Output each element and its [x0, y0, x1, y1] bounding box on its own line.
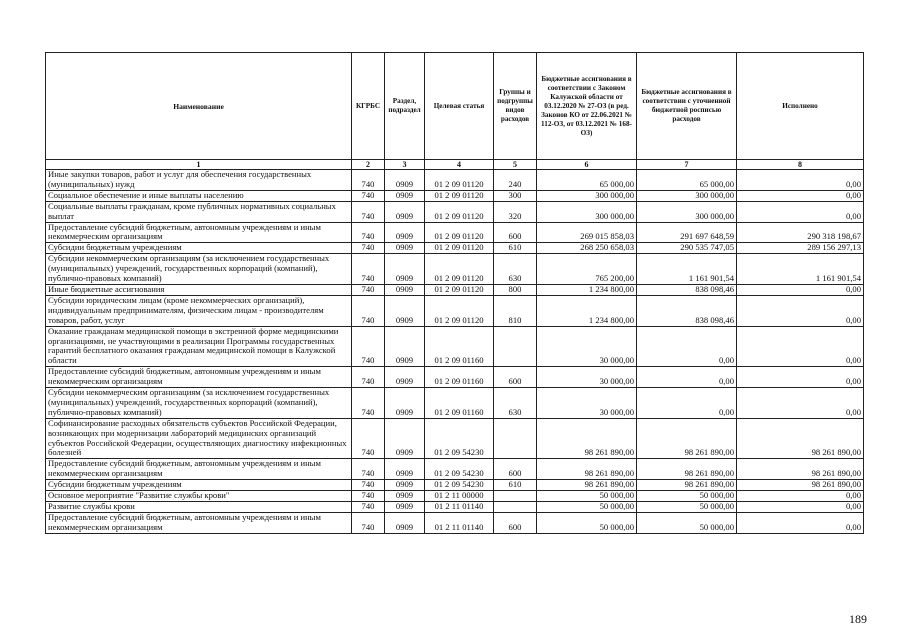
row-budget-law-cell: 98 261 890,00	[537, 418, 637, 459]
row-kgrbs-cell: 740	[352, 418, 385, 459]
header-budget-refined: Бюджетные ассигнования в соответствии с уточненной бюджетной росписью расходов	[637, 53, 737, 160]
row-budget-refined-cell: 0,00	[637, 326, 737, 367]
column-number: 2	[352, 160, 385, 170]
row-section-cell: 0909	[385, 491, 425, 502]
row-budget-law-cell: 50 000,00	[537, 491, 637, 502]
budget-execution-table	[45, 52, 864, 534]
table-row	[46, 367, 864, 388]
column-number: 6	[537, 160, 637, 170]
row-kgrbs-cell: 740	[352, 201, 385, 222]
row-budget-refined-cell: 0,00	[637, 388, 737, 419]
table-row	[46, 418, 864, 459]
row-target-cell: 01 2 11 01140	[425, 512, 494, 533]
row-name-cell: Иные бюджетные ассигнования	[46, 284, 352, 295]
table-row	[46, 170, 864, 191]
row-group-cell	[494, 418, 537, 459]
column-number: 4	[425, 160, 494, 170]
row-budget-refined-cell: 50 000,00	[637, 502, 737, 513]
row-name-cell: Основное мероприятие "Развитие службы крови"	[46, 491, 352, 502]
row-budget-refined-cell: 291 697 648,59	[637, 222, 737, 243]
row-kgrbs-cell: 740	[352, 295, 385, 326]
column-number: 3	[385, 160, 425, 170]
table-body	[46, 170, 864, 534]
row-target-cell: 01 2 09 01120	[425, 284, 494, 295]
row-name-cell: Субсидии некоммерческим организациям (за исключением государственных (муниципальных) учреждений, государственных корпораций (компаний), публично-правовых компаний)	[46, 388, 352, 419]
row-name-cell: Предоставление субсидий бюджетным, автономным учреждениям и иным некоммерческим организациям	[46, 512, 352, 533]
row-budget-refined-cell: 65 000,00	[637, 170, 737, 191]
table-row	[46, 190, 864, 201]
row-group-cell	[494, 326, 537, 367]
row-group-cell: 630	[494, 254, 537, 285]
row-budget-law-cell: 30 000,00	[537, 326, 637, 367]
row-target-cell: 01 2 09 01120	[425, 190, 494, 201]
row-group-cell: 810	[494, 295, 537, 326]
row-group-cell: 630	[494, 388, 537, 419]
row-budget-law-cell: 50 000,00	[537, 502, 637, 513]
row-section-cell: 0909	[385, 388, 425, 419]
row-budget-law-cell: 1 234 800,00	[537, 295, 637, 326]
row-kgrbs-cell: 740	[352, 170, 385, 191]
column-number: 7	[637, 160, 737, 170]
row-executed-cell: 0,00	[737, 326, 864, 367]
row-section-cell: 0909	[385, 190, 425, 201]
row-executed-cell: 0,00	[737, 284, 864, 295]
row-budget-refined-cell: 50 000,00	[637, 512, 737, 533]
row-target-cell: 01 2 11 01140	[425, 502, 494, 513]
row-executed-cell: 0,00	[737, 170, 864, 191]
row-group-cell: 600	[494, 459, 537, 480]
header-executed: Исполнено	[737, 53, 864, 160]
page-number: 189	[849, 612, 867, 626]
row-group-cell: 240	[494, 170, 537, 191]
row-budget-law-cell: 1 234 800,00	[537, 284, 637, 295]
row-section-cell: 0909	[385, 222, 425, 243]
row-kgrbs-cell: 740	[352, 367, 385, 388]
row-section-cell: 0909	[385, 170, 425, 191]
table-row	[46, 480, 864, 491]
row-section-cell: 0909	[385, 502, 425, 513]
row-budget-law-cell: 50 000,00	[537, 512, 637, 533]
row-budget-law-cell: 269 015 858,03	[537, 222, 637, 243]
row-executed-cell: 1 161 901,54	[737, 254, 864, 285]
table-row	[46, 388, 864, 419]
row-target-cell: 01 2 11 00000	[425, 491, 494, 502]
row-budget-refined-cell: 838 098,46	[637, 295, 737, 326]
column-number-row	[46, 160, 864, 170]
row-executed-cell: 289 156 297,13	[737, 243, 864, 254]
row-executed-cell: 0,00	[737, 491, 864, 502]
row-target-cell: 01 2 09 01120	[425, 295, 494, 326]
row-target-cell: 01 2 09 01120	[425, 243, 494, 254]
table-row	[46, 295, 864, 326]
header-section: Раздел, подраздел	[385, 53, 425, 160]
row-target-cell: 01 2 09 54230	[425, 459, 494, 480]
row-budget-refined-cell: 98 261 890,00	[637, 418, 737, 459]
row-group-cell: 610	[494, 243, 537, 254]
row-kgrbs-cell: 740	[352, 190, 385, 201]
row-budget-refined-cell: 838 098,46	[637, 284, 737, 295]
row-budget-law-cell: 300 000,00	[537, 190, 637, 201]
row-executed-cell: 0,00	[737, 512, 864, 533]
row-target-cell: 01 2 09 01120	[425, 254, 494, 285]
row-group-cell: 600	[494, 222, 537, 243]
row-budget-refined-cell: 50 000,00	[637, 491, 737, 502]
header-expense-groups: Группы и подгруппы видов расходов	[494, 53, 537, 160]
header-budget-law: Бюджетные ассигнования в соответствии с Законом Калужской области от 03.12.2020 № 27-ОЗ (в ред. Законов КО от 22.06.2021 № 112-ОЗ, от 03.12.2021 № 168-ОЗ)	[537, 53, 637, 160]
row-executed-cell: 0,00	[737, 190, 864, 201]
row-budget-refined-cell: 98 261 890,00	[637, 459, 737, 480]
budget-table-sheet	[45, 52, 863, 534]
row-kgrbs-cell: 740	[352, 326, 385, 367]
row-budget-law-cell: 300 000,00	[537, 201, 637, 222]
column-number: 1	[46, 160, 352, 170]
table-row	[46, 502, 864, 513]
row-executed-cell: 290 318 198,67	[737, 222, 864, 243]
row-name-cell: Предоставление субсидий бюджетным, автономным учреждениям и иным некоммерческим организациям	[46, 367, 352, 388]
row-kgrbs-cell: 740	[352, 388, 385, 419]
row-name-cell: Социальное обеспечение и иные выплаты населению	[46, 190, 352, 201]
row-name-cell: Предоставление субсидий бюджетным, автономным учреждениям и иным некоммерческим организациям	[46, 459, 352, 480]
row-section-cell: 0909	[385, 326, 425, 367]
row-budget-law-cell: 30 000,00	[537, 388, 637, 419]
row-target-cell: 01 2 09 01120	[425, 170, 494, 191]
column-number: 5	[494, 160, 537, 170]
header-kgrbs: КГРБС	[352, 53, 385, 160]
row-name-cell: Софинансирование расходных обязательств субъектов Российской Федерации, возникающих при модернизации лабораторий медицинских организаций субъектов Российской Федерации, осуществляющих диагностику инфекционных болезней	[46, 418, 352, 459]
row-executed-cell: 98 261 890,00	[737, 480, 864, 491]
row-executed-cell: 98 261 890,00	[737, 418, 864, 459]
row-executed-cell: 0,00	[737, 367, 864, 388]
row-budget-law-cell: 268 250 658,03	[537, 243, 637, 254]
row-group-cell: 600	[494, 367, 537, 388]
table-row	[46, 459, 864, 480]
row-budget-law-cell: 30 000,00	[537, 367, 637, 388]
row-name-cell: Социальные выплаты гражданам, кроме публичных нормативных социальных выплат	[46, 201, 352, 222]
row-budget-refined-cell: 300 000,00	[637, 201, 737, 222]
row-name-cell: Субсидии бюджетным учреждениям	[46, 480, 352, 491]
row-name-cell: Иные закупки товаров, работ и услуг для обеспечения государственных (муниципальных) нужд	[46, 170, 352, 191]
row-group-cell: 320	[494, 201, 537, 222]
row-group-cell: 300	[494, 190, 537, 201]
row-budget-refined-cell: 1 161 901,54	[637, 254, 737, 285]
row-group-cell	[494, 502, 537, 513]
row-target-cell: 01 2 09 01120	[425, 222, 494, 243]
row-section-cell: 0909	[385, 201, 425, 222]
row-budget-law-cell: 65 000,00	[537, 170, 637, 191]
row-name-cell: Субсидии некоммерческим организациям (за исключением государственных (муниципальных) учреждений, государственных корпораций (компаний), публично-правовых компаний)	[46, 254, 352, 285]
row-group-cell: 800	[494, 284, 537, 295]
row-group-cell: 610	[494, 480, 537, 491]
table-row	[46, 201, 864, 222]
row-kgrbs-cell: 740	[352, 243, 385, 254]
row-name-cell: Оказание гражданам медицинской помощи в экстренной форме медицинскими организациями, не участвующими в реализации Программы государственных гарантий бесплатного оказания гражданам медицинской помощи в Калужской области	[46, 326, 352, 367]
row-section-cell: 0909	[385, 254, 425, 285]
row-budget-refined-cell: 0,00	[637, 367, 737, 388]
row-target-cell: 01 2 09 54230	[425, 480, 494, 491]
row-group-cell: 600	[494, 512, 537, 533]
row-executed-cell: 0,00	[737, 201, 864, 222]
row-name-cell: Развитие службы крови	[46, 502, 352, 513]
row-executed-cell: 0,00	[737, 295, 864, 326]
row-kgrbs-cell: 740	[352, 222, 385, 243]
row-section-cell: 0909	[385, 480, 425, 491]
row-kgrbs-cell: 740	[352, 254, 385, 285]
row-group-cell	[494, 491, 537, 502]
row-section-cell: 0909	[385, 243, 425, 254]
row-section-cell: 0909	[385, 367, 425, 388]
table-row	[46, 326, 864, 367]
row-executed-cell: 98 261 890,00	[737, 459, 864, 480]
row-kgrbs-cell: 740	[352, 480, 385, 491]
row-target-cell: 01 2 09 54230	[425, 418, 494, 459]
row-budget-law-cell: 98 261 890,00	[537, 459, 637, 480]
row-name-cell: Предоставление субсидий бюджетным, автономным учреждениям и иным некоммерческим организациям	[46, 222, 352, 243]
row-kgrbs-cell: 740	[352, 459, 385, 480]
row-executed-cell: 0,00	[737, 388, 864, 419]
row-kgrbs-cell: 740	[352, 491, 385, 502]
table-header-row	[46, 53, 864, 160]
row-budget-law-cell: 765 200,00	[537, 254, 637, 285]
table-row	[46, 491, 864, 502]
row-kgrbs-cell: 740	[352, 512, 385, 533]
row-budget-refined-cell: 290 535 747,05	[637, 243, 737, 254]
row-target-cell: 01 2 09 01120	[425, 201, 494, 222]
header-target-article: Целевая статья	[425, 53, 494, 160]
row-section-cell: 0909	[385, 284, 425, 295]
row-name-cell: Субсидии юридическим лицам (кроме некоммерческих организаций), индивидуальным предпринимателям, физическим лицам - производителям товаров, работ, услуг	[46, 295, 352, 326]
table-row	[46, 222, 864, 243]
row-kgrbs-cell: 740	[352, 284, 385, 295]
row-section-cell: 0909	[385, 512, 425, 533]
row-kgrbs-cell: 740	[352, 502, 385, 513]
row-name-cell: Субсидии бюджетным учреждениям	[46, 243, 352, 254]
row-section-cell: 0909	[385, 295, 425, 326]
table-row	[46, 254, 864, 285]
table-row	[46, 284, 864, 295]
row-target-cell: 01 2 09 01160	[425, 326, 494, 367]
row-budget-law-cell: 98 261 890,00	[537, 480, 637, 491]
row-budget-refined-cell: 300 000,00	[637, 190, 737, 201]
table-row	[46, 243, 864, 254]
header-name: Наименование	[46, 53, 352, 160]
row-executed-cell: 0,00	[737, 502, 864, 513]
row-section-cell: 0909	[385, 459, 425, 480]
table-row	[46, 512, 864, 533]
row-budget-refined-cell: 98 261 890,00	[637, 480, 737, 491]
row-target-cell: 01 2 09 01160	[425, 367, 494, 388]
row-target-cell: 01 2 09 01160	[425, 388, 494, 419]
row-section-cell: 0909	[385, 418, 425, 459]
column-number: 8	[737, 160, 864, 170]
